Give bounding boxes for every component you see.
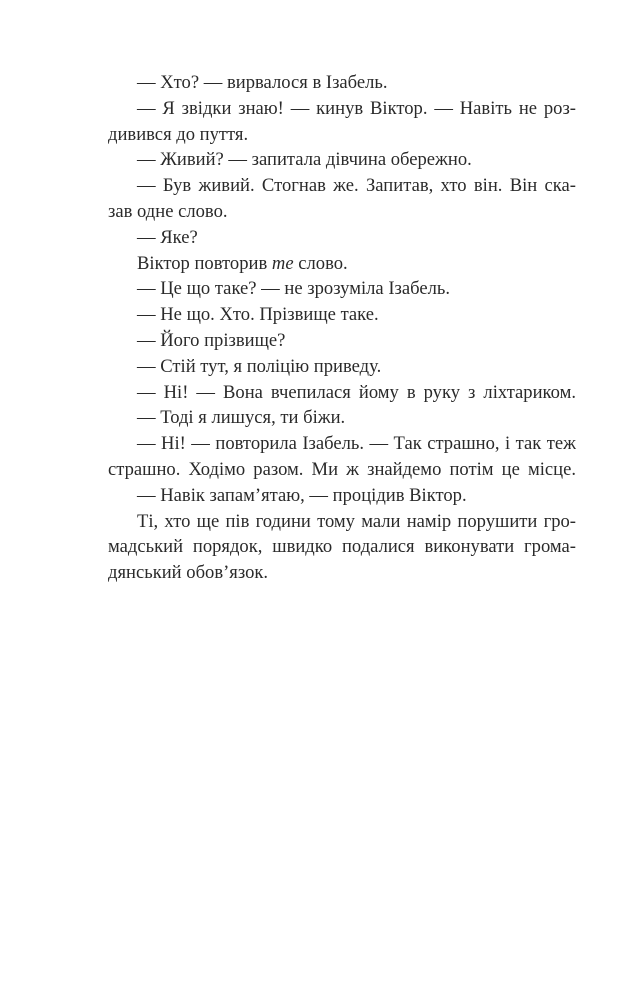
text-line: — Його прізвище? (137, 329, 286, 351)
text-line: зав одне слово. (108, 200, 228, 222)
text-line: Ті, хто ще пів години тому мали намір порушити гро- (137, 510, 576, 532)
text-line: — Яке? (137, 226, 198, 248)
text-line: — Був живий. Стогнав же. Запитав, хто він. Він ска- (137, 175, 576, 197)
text-line: — Це що таке? — не зрозуміла Ізабель. (137, 278, 450, 300)
text-line: дянський обов’язок. (108, 562, 269, 584)
text-line: — Не що. Хто. Прізвище таке. (137, 304, 379, 326)
text-line: — Я звідки знаю! — кинув Віктор. — Навіть не роз- (137, 97, 576, 119)
text-line: — Навік запам’ятаю, — процідив Віктор. (137, 484, 467, 506)
text-line: дивився до пуття. (108, 123, 249, 145)
text-fragment: слово. (293, 252, 348, 274)
emphasized-word: те (271, 252, 294, 274)
text-line: — Ні! — Вона вчепилася йому в руку з ліхтариком. (137, 381, 576, 403)
text-line: — Живий? — запитала дівчина обережно. (137, 149, 472, 171)
text-fragment: Віктор повторив (137, 252, 272, 274)
text-line (108, 251, 576, 277)
text-line: — Хто? — вирвалося в Ізабель. (137, 72, 388, 93)
text-line: мадський порядок, швидко подалися виконувати грома- (108, 536, 576, 558)
body-text (108, 70, 576, 586)
text-line: страшно. Ходімо разом. Ми ж знайдемо потім це місце. (108, 458, 576, 480)
text-line: — Стій тут, я поліцію приведу. (137, 355, 382, 377)
text-line: — Тоді я лишуся, ти біжи. (137, 407, 346, 429)
text-line: — Ні! — повторила Ізабель. — Так страшно, і так теж (137, 433, 576, 455)
